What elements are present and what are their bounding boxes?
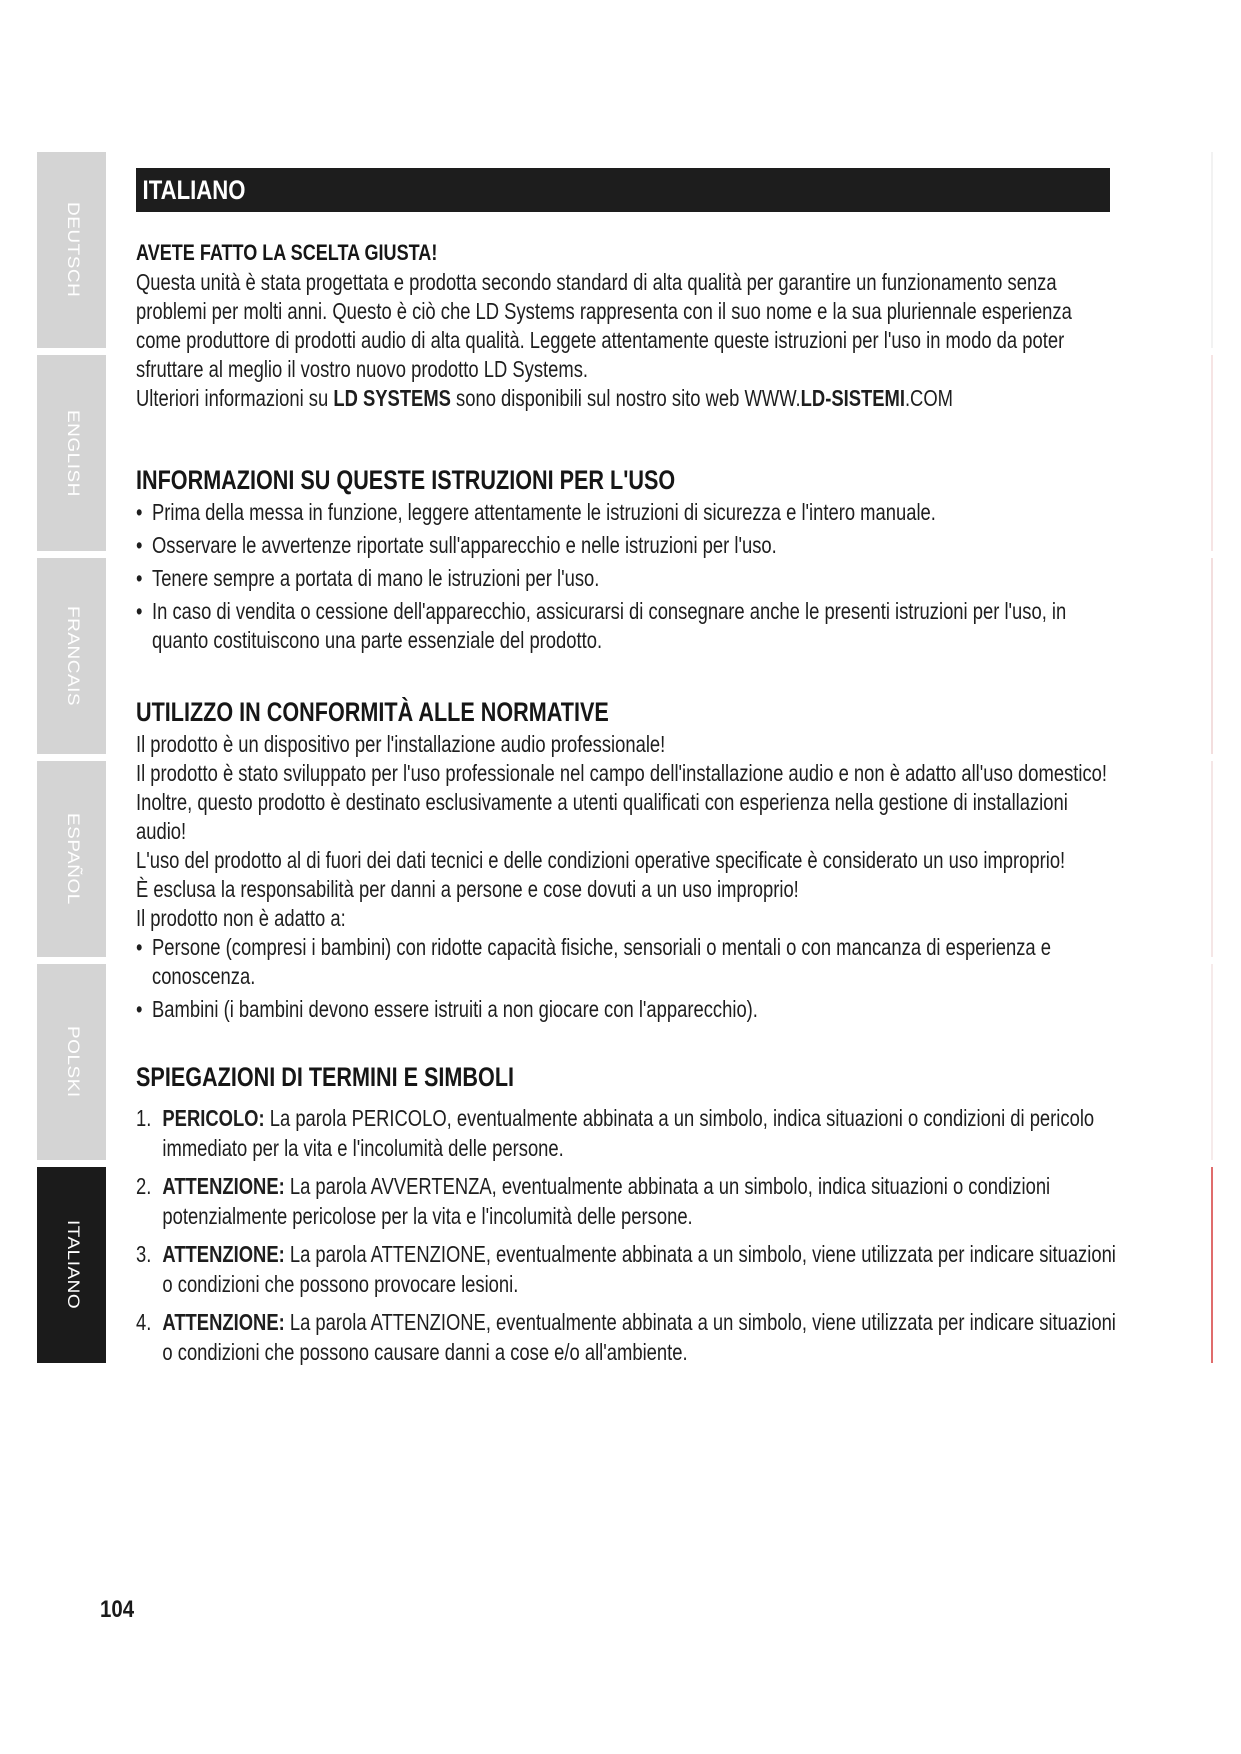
intended-use-paragraph: Inoltre, questo prodotto è destinato esclusivamente a utenti qualificati con esperienza nella gestione di installazioni audio! xyxy=(136,789,1068,844)
lang-tab-label: DEUTSCH xyxy=(63,202,81,298)
terms-section xyxy=(136,1062,1136,1367)
page-title: ITALIANO xyxy=(142,174,246,205)
lang-tab-italiano[interactable] xyxy=(37,1167,106,1363)
term-text: La parola AVVERTENZA, eventualmente abbinata a un simbolo, indica situazioni o condizioni potenzialmente pericolose per la vita e l'incolumità delle persone. xyxy=(162,1173,1051,1229)
term-label: PERICOLO: xyxy=(162,1105,265,1131)
list-item: • Bambini (i bambini devono essere istruiti a non giocare con l'apparecchio). xyxy=(136,996,758,1022)
edge-mark xyxy=(1211,355,1213,551)
intended-use-section xyxy=(136,697,1136,1024)
lang-tab-label: ITALIANO xyxy=(63,1220,81,1310)
info-prefix: Ulteriori informazioni su xyxy=(136,385,334,411)
info-site-bold[interactable]: LD-SISTEMI xyxy=(800,385,905,411)
edge-mark xyxy=(1211,964,1213,1160)
edge-mark xyxy=(1211,558,1213,754)
intro-title: AVETE FATTO LA SCELTA GIUSTA! xyxy=(136,240,438,265)
edge-mark xyxy=(1211,1167,1213,1363)
lang-tab-deutsch[interactable] xyxy=(37,152,106,348)
lang-tab-label: FRANCAIS xyxy=(63,605,81,707)
term-item xyxy=(136,1171,1120,1231)
list-item: • Prima della messa in funzione, leggere attentamente le istruzioni di sicurezza e l'intero manuale. xyxy=(136,499,936,525)
lang-tab-espanol[interactable] xyxy=(37,761,106,957)
term-text: La parola ATTENZIONE, eventualmente abbinata a un simbolo, viene utilizzata per indicare situazioni o condizioni che possono provocare lesioni. xyxy=(162,1241,1116,1297)
instructions-title: INFORMAZIONI SU QUESTE ISTRUZIONI PER L'USO xyxy=(136,465,676,495)
intended-use-paragraph: Il prodotto è stato sviluppato per l'uso professionale nel campo dell'installazione audio e non è adatto all'uso domestico! xyxy=(136,760,1108,786)
term-label: ATTENZIONE: xyxy=(162,1309,285,1335)
lang-tab-polski[interactable] xyxy=(37,964,106,1160)
intended-use-bullets xyxy=(136,933,1120,1024)
term-text: La parola PERICOLO, eventualmente abbinata a un simbolo, indica situazioni o condizioni di pericolo immediato per la vita e l'incolumità delle persone. xyxy=(162,1105,1095,1161)
terms-title: SPIEGAZIONI DI TERMINI E SIMBOLI xyxy=(136,1062,515,1092)
edge-mark xyxy=(1211,152,1213,348)
list-item: • Tenere sempre a portata di mano le istruzioni per l'uso. xyxy=(136,565,600,591)
term-number: 4. xyxy=(136,1309,152,1335)
lang-tab-english[interactable] xyxy=(37,355,106,551)
term-text: La parola ATTENZIONE, eventualmente abbinata a un simbolo, viene utilizzata per indicare situazioni o condizioni che possono causare danni a cose e/o all'ambiente. xyxy=(162,1309,1116,1365)
info-suffix: .COM xyxy=(904,385,953,411)
info-middle: sono disponibili sul nostro sito web WWW. xyxy=(450,385,801,411)
term-label: ATTENZIONE: xyxy=(162,1173,285,1199)
intro-section xyxy=(136,240,1136,413)
term-item xyxy=(136,1103,1120,1163)
main-content xyxy=(136,240,1136,1375)
lang-tab-label: ESPAÑOL xyxy=(63,813,81,905)
term-number: 1. xyxy=(136,1105,152,1131)
list-item: • In caso di vendita o cessione dell'apparecchio, assicurarsi di consegnare anche le presenti istruzioni per l'uso, in quanto costituiscono una parte essenziale del prodotto. xyxy=(136,598,1067,653)
intro-body: Questa unità è stata progettata e prodotta secondo standard di alta qualità per garantire un funzionamento senza problemi per molti anni. Questo è ciò che LD Systems rappresenta con il suo nome e la sua pluriennale esperienza come produttore di prodotti audio di alta qualità. Leggete attentamente queste istruzioni per l'uso in modo da poter sfruttare al meglio il vostro nuovo prodotto LD Systems. xyxy=(136,269,1072,382)
intended-use-title: UTILIZZO IN CONFORMITÀ ALLE NORMATIVE xyxy=(136,697,609,727)
term-item xyxy=(136,1307,1120,1367)
lang-tab-label: ENGLISH xyxy=(63,409,81,497)
lang-tab-francais[interactable] xyxy=(37,558,106,754)
instructions-section xyxy=(136,465,1136,655)
language-header-bar xyxy=(136,168,1110,212)
intended-use-paragraph: Il prodotto non è adatto a: xyxy=(136,905,346,931)
instructions-bullets xyxy=(136,498,1120,655)
intro-info-line xyxy=(136,384,1120,413)
term-number: 3. xyxy=(136,1241,152,1267)
intended-use-paragraph: Il prodotto è un dispositivo per l'installazione audio professionale! xyxy=(136,731,666,757)
info-brand: LD SYSTEMS xyxy=(333,385,451,411)
terms-list xyxy=(136,1103,1120,1367)
edge-mark xyxy=(1211,761,1213,957)
intended-use-paragraph: L'uso del prodotto al di fuori dei dati tecnici e delle condizioni operative specificate è considerato un uso improprio! xyxy=(136,847,1066,873)
intended-use-paragraph: È esclusa la responsabilità per danni a persone e cose dovuti a un uso improprio! xyxy=(136,876,799,902)
list-item: • Persone (compresi i bambini) con ridotte capacità fisiche, sensoriali o mentali o con mancanza di esperienza e conoscenza. xyxy=(136,934,1051,989)
list-item: • Osservare le avvertenze riportate sull'apparecchio e nelle istruzioni per l'uso. xyxy=(136,532,777,558)
term-label: ATTENZIONE: xyxy=(162,1241,285,1267)
page-number: 104 xyxy=(100,1596,135,1623)
lang-tab-label: POLSKI xyxy=(63,1026,81,1098)
term-number: 2. xyxy=(136,1173,152,1199)
term-item xyxy=(136,1239,1120,1299)
